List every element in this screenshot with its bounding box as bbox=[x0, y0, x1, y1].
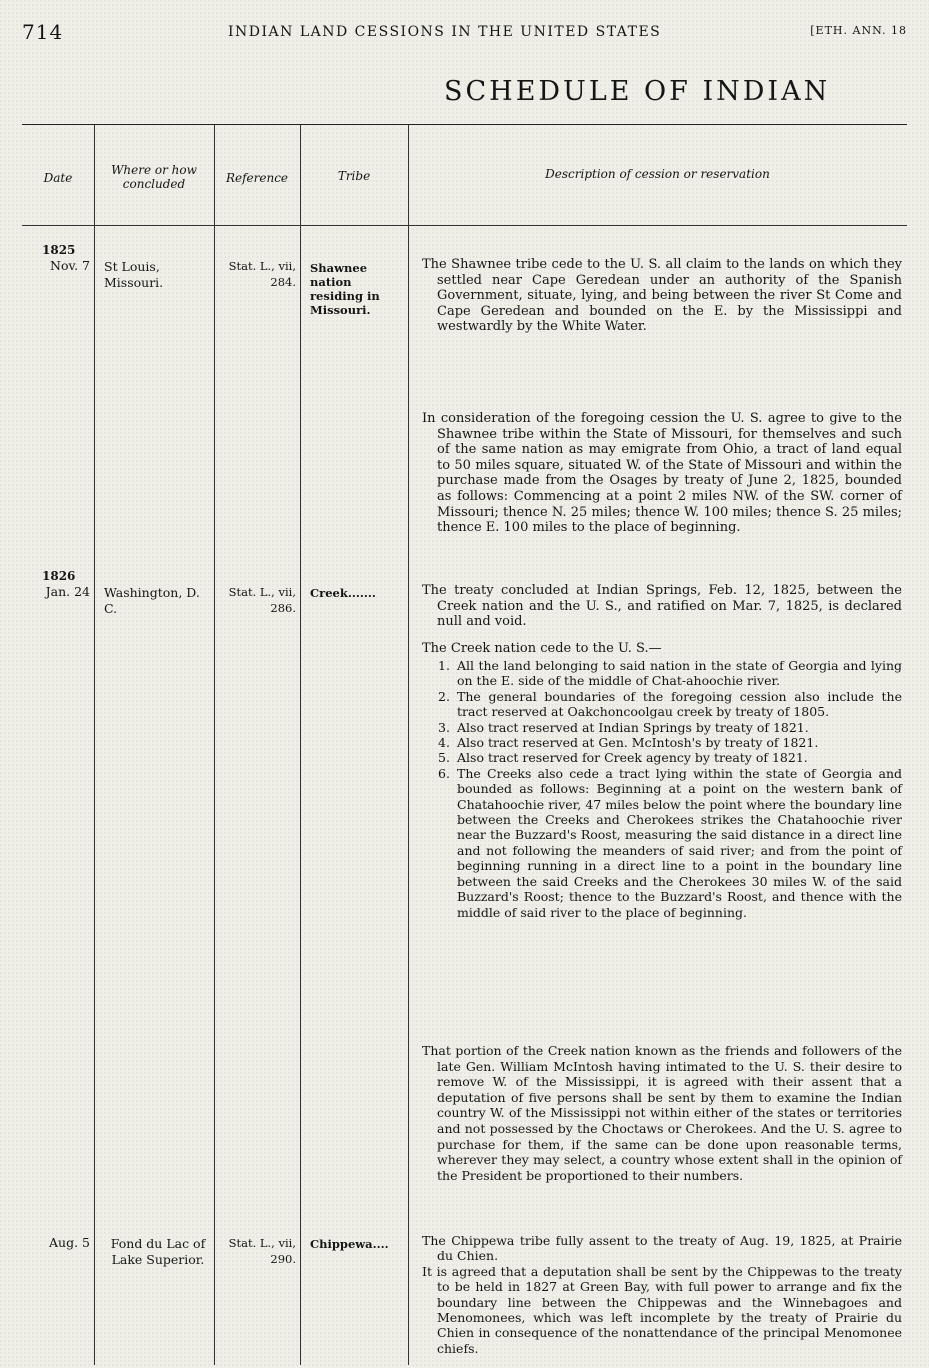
description-paragraph: That portion of the Creek nation known as the friends and followers of the late Gen. William McIntosh having intimated to the U. S. their desire to remove W. of the Mississippi, it is agreed with their assent that a deputation of five persons shall be sent by them to examine the Indian country W. of the Mississippi not within either of the states or territories and not possessed by the Choctaws or Cherokees. And the U. S. agree to purchase for them, if the same can be done upon reasonable terms, wherever they may select, a country whose extent shall in the opinion of the President be proportioned to their numbers. bbox=[422, 1043, 902, 1183]
list-item: 3. Also tract reserved at Indian Springs by treaty of 1821. bbox=[438, 719, 809, 735]
entry-reference: Stat. L., vii, 290. bbox=[228, 1236, 296, 1266]
annual-reference: [ETH. ANN. 18 bbox=[810, 24, 907, 37]
schedule-table bbox=[22, 124, 907, 1365]
description-paragraph: The Chippewa tribe fully assent to the treaty of Aug. 19, 1825, at Prairie du Chien. It is agreed that a deputation shall be sent by the Chippewas to the treaty to be held in 1827 at Green Bay, with full power to arrange and fix the boundary line between the Chippewas and the Winnebagoes and Menomonees, which was left incomplete by the treaty of Prairie du Chien in consequence of the nonattendance of the principal Menomonee chiefs. bbox=[422, 1233, 902, 1356]
column-header-date: Date bbox=[43, 171, 73, 185]
running-head bbox=[0, 20, 929, 46]
schedule-title: SCHEDULE OF INDIAN bbox=[444, 76, 831, 107]
entry-reference: Stat. L., vii, 284. bbox=[228, 259, 296, 289]
entry-where: St Louis, Missouri. bbox=[104, 259, 164, 290]
entry-where: Washington, D. C. bbox=[104, 585, 200, 616]
entry-tribe: Chippewa.... bbox=[310, 1237, 389, 1251]
description-paragraph: The treaty concluded at Indian Springs, Feb. 12, 1825, between the Creek nation and the U. S., and ratified on Mar. 7, 1825, is declared null and void. bbox=[422, 583, 902, 630]
column-header-description: Description of cession or reservation bbox=[545, 167, 770, 181]
column-header-tribe: Tribe bbox=[337, 169, 371, 183]
cession-list bbox=[422, 658, 902, 920]
entry-year: 1825 bbox=[42, 243, 76, 257]
description-paragraph: The Creek nation cede to the U. S.— bbox=[422, 641, 662, 656]
running-title: INDIAN LAND CESSIONS IN THE UNITED STATES bbox=[228, 24, 662, 40]
description-paragraph: The Shawnee tribe cede to the U. S. all claim to the lands on which they settled near Cape Geredean under an authority of the Spanish Government, situate, lying, and being between the river St Come and Cape Geredean and bounded on the E. by the Mississippi and westwardly by the White Water. bbox=[422, 257, 902, 335]
list-item: 2. The general boundaries of the foregoing cession also include the tract reserved at Oakchoncoolgau creek by treaty of 1805. bbox=[438, 688, 902, 720]
entry-year: 1826 bbox=[42, 569, 76, 583]
header-rule bbox=[22, 225, 907, 226]
list-item: 6. The Creeks also cede a tract lying within the state of Georgia and bounded as follows: Beginning at a point on the western bank of Chatahoochie river, 47 miles below the point where the boundary line between the Creeks and Cherokees strikes the Chatahoochie river near the Buzzard's Roost, measuring the said distance in a direct line and not following the meanders of said river; and from the point of beginning running in a direct line to a point in the boundary line between the said Creeks and the Cherokees 30 miles W. of the said Buzzard's Roost; thence to the Buzzard's Roost, and thence with the middle of said river to the place of beginning. bbox=[438, 765, 902, 920]
entry-where: Fond du Lac of Lake Superior. bbox=[110, 1236, 206, 1267]
column-rule bbox=[300, 125, 301, 1365]
page-number: 714 bbox=[22, 20, 64, 44]
entry-reference: Stat. L., vii, 286. bbox=[228, 585, 296, 615]
list-item: 4. Also tract reserved at Gen. McIntosh's by treaty of 1821. bbox=[438, 735, 819, 751]
entry-date: Aug. 5 bbox=[49, 1235, 90, 1250]
entry-date: Nov. 7 bbox=[50, 258, 90, 273]
list-item: 5. Also tract reserved for Creek agency by treaty of 1821. bbox=[438, 750, 808, 766]
column-rule bbox=[214, 125, 215, 1365]
entry-tribe: Shawnee nation residing in Missouri. bbox=[310, 261, 380, 317]
description-paragraph: In consideration of the foregoing cession the U. S. agree to give to the Shawnee tribe within the State of Missouri, for themselves and such of the same nation as may emigrate from Ohio, a tract of land equal to 50 miles square, situated W. of the State of Missouri and within the purchase made from the Osages by treaty of June 2, 1825, bounded as follows: Commencing at a point 2 miles NW. of the SW. corner of Missouri; thence N. 25 miles; thence W. 100 miles; thence S. 25 miles; thence E. 100 miles to the place of beginning. bbox=[422, 411, 902, 536]
column-header-reference: Reference bbox=[225, 171, 289, 185]
column-header-where: Where or how concluded bbox=[111, 163, 197, 191]
column-rule bbox=[408, 125, 409, 1365]
list-item: 1. All the land belonging to said nation in the state of Georgia and lying on the E. side of the middle of Chat-ahoochie river. bbox=[438, 658, 902, 689]
column-rule bbox=[94, 125, 95, 1365]
entry-date: Jan. 24 bbox=[45, 584, 90, 599]
entry-tribe: Creek....... bbox=[310, 586, 376, 600]
